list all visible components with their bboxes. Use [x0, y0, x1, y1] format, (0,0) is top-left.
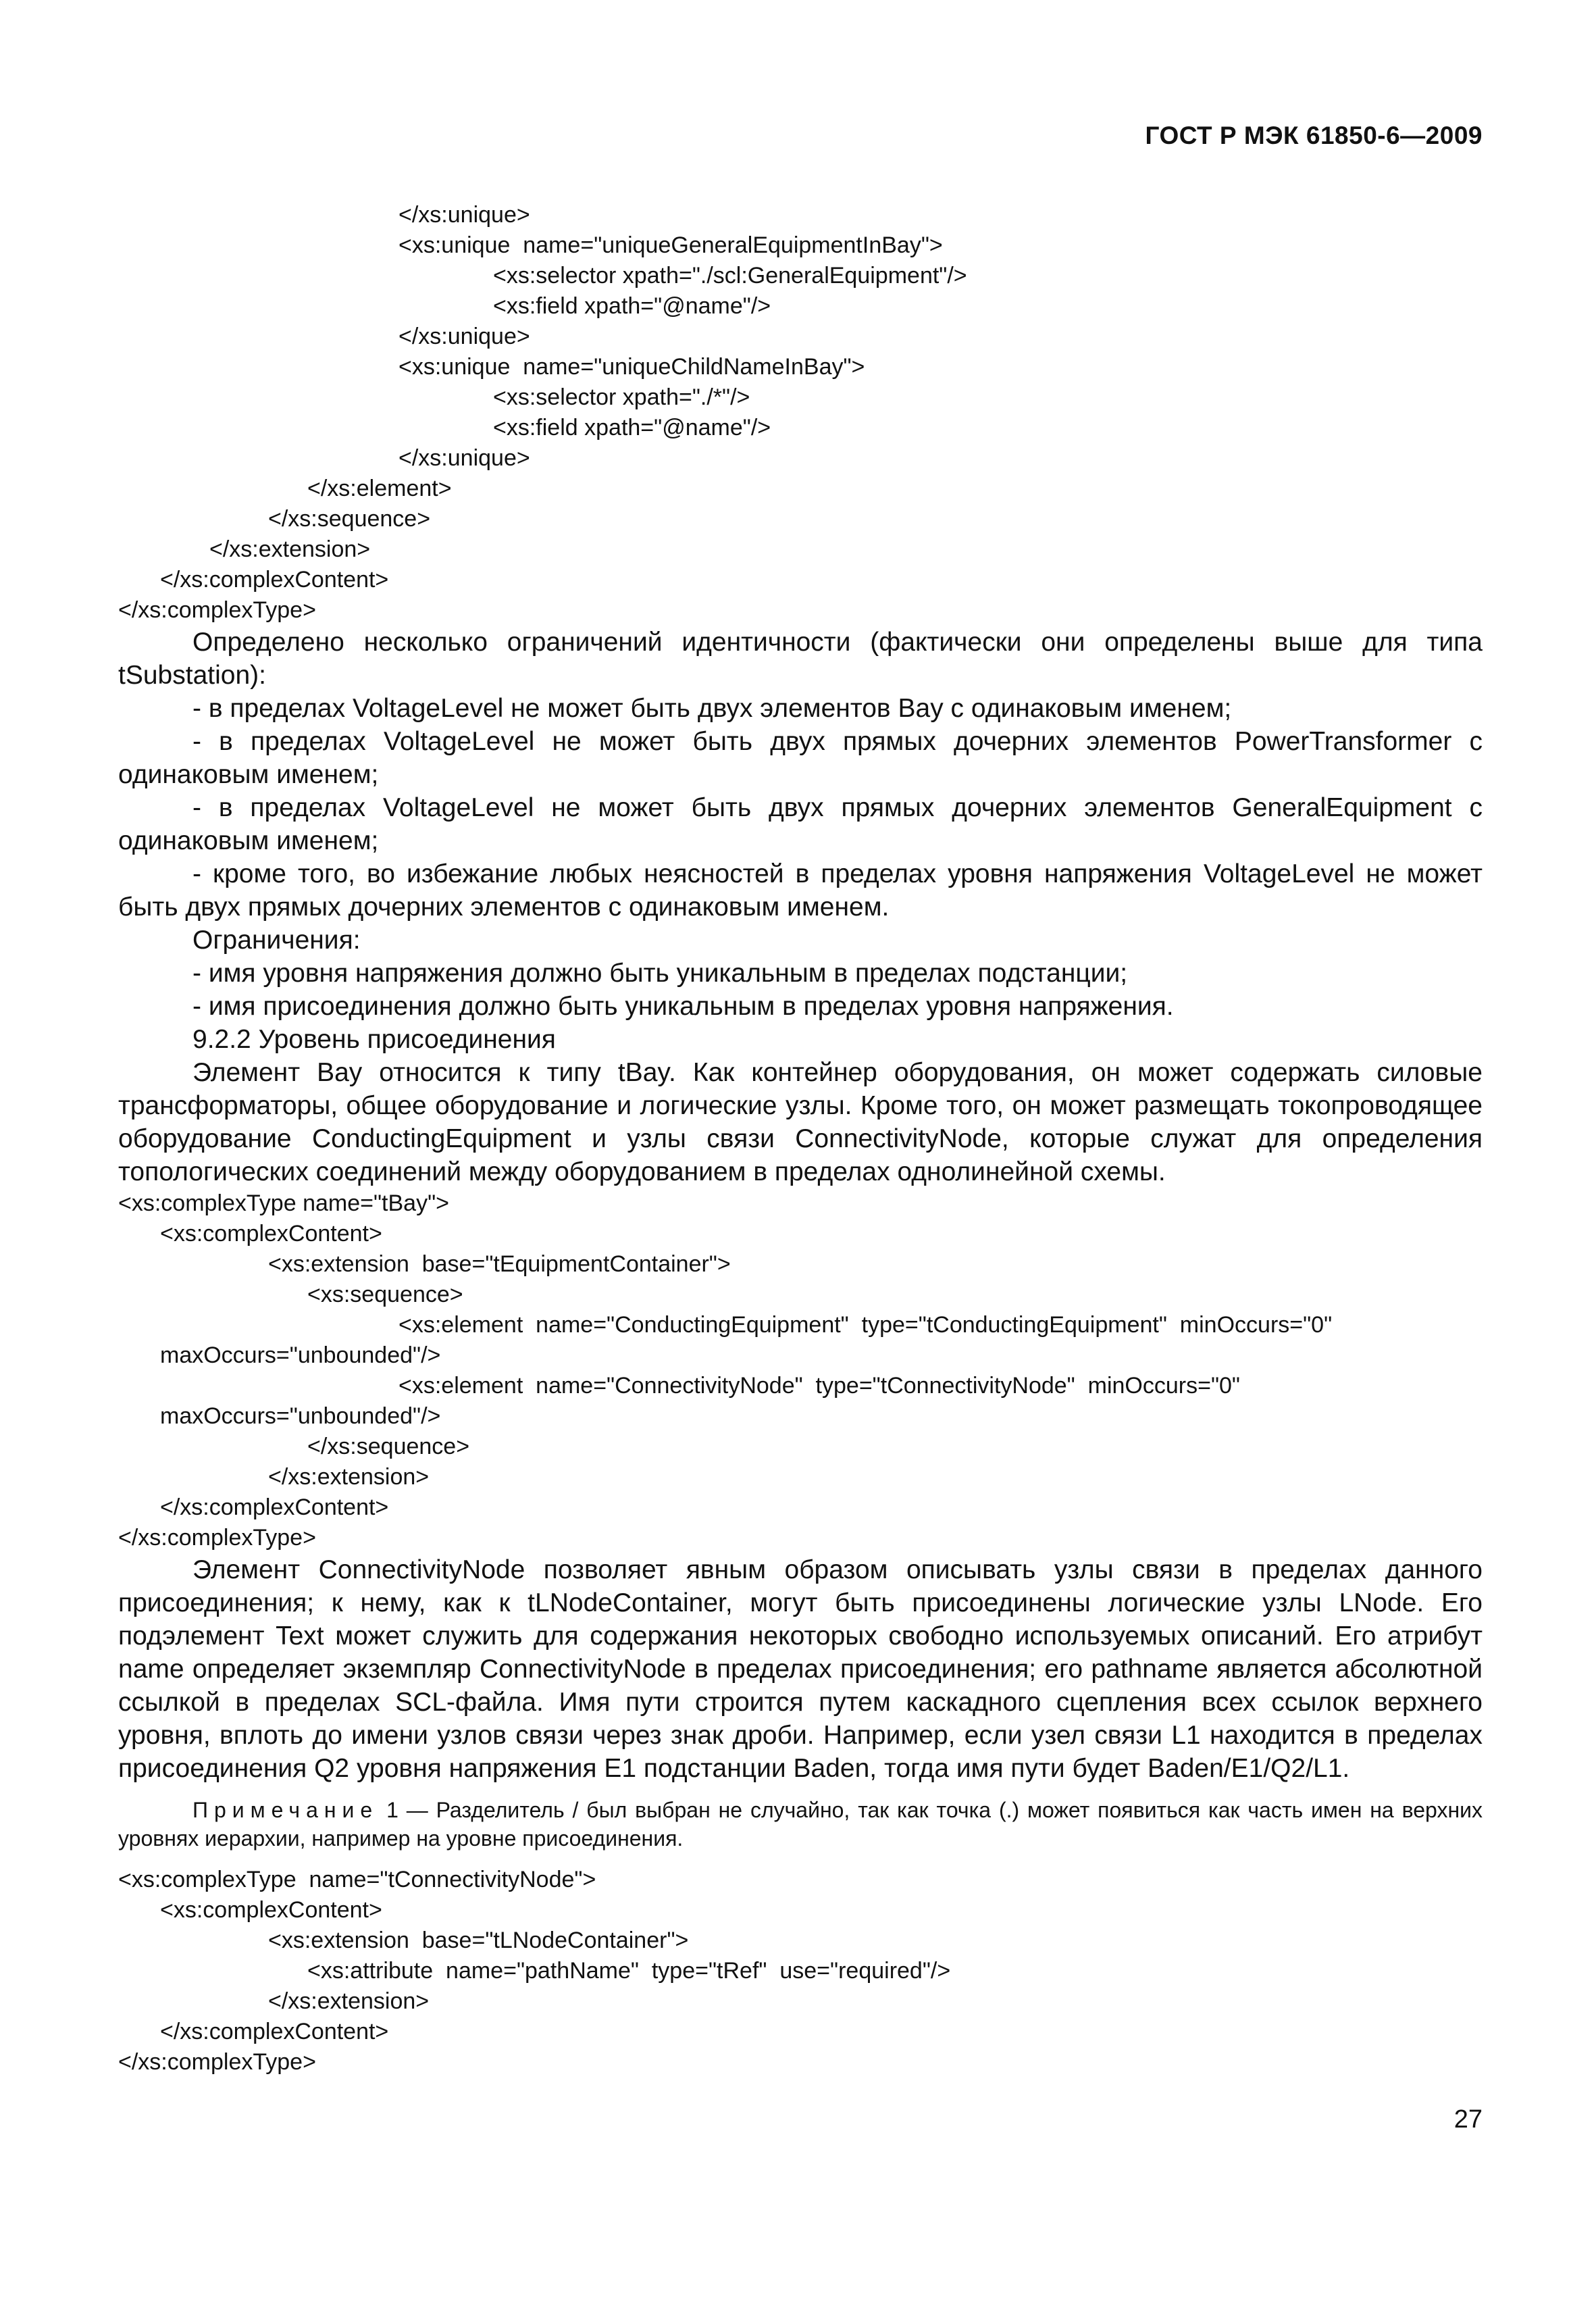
code-line: </xs:sequence>: [307, 1434, 470, 1459]
code-line: </xs:unique>: [398, 324, 530, 349]
code-line: <xs:extension base="tEquipmentContainer">: [268, 1251, 731, 1277]
standard-header: ГОСТ Р МЭК 61850-6—2009: [1145, 122, 1483, 149]
code-line: <xs:field xpath="@name"/>: [493, 293, 771, 319]
code-line: </xs:complexType>: [118, 597, 316, 623]
code-line: <xs:attribute name="pathName" type="tRef" use="required"/>: [307, 1958, 951, 1984]
code-line: </xs:unique>: [398, 445, 530, 471]
code-line: <xs:complexType name="tConnectivityNode">: [118, 1867, 596, 1892]
code-line: </xs:complexType>: [118, 2049, 316, 2075]
code-line: <xs:unique name="uniqueGeneralEquipmentInBay">: [398, 232, 943, 258]
note-text: 1 — Разделитель / был выбран не случайно, так как точка (.) может появиться как часть имен на верхних уровнях иерархии, например на уровне присоединения.: [118, 1798, 1483, 1851]
list-item: - в пределах VoltageLevel не может быть двух прямых дочерних элементов GeneralEquipment с одинаковым именем;: [118, 793, 1483, 855]
code-line: </xs:complexType>: [118, 1525, 316, 1551]
code-line: <xs:sequence>: [307, 1282, 463, 1307]
page-body: [118, 200, 1483, 2078]
code-block-tbay: [118, 1188, 1483, 1553]
code-line: <xs:unique name="uniqueChildNameInBay">: [398, 354, 865, 380]
code-line: maxOccurs="unbounded"/>: [160, 1342, 441, 1368]
code-line: </xs:extension>: [268, 1464, 430, 1490]
code-line: <xs:element name="ConnectivityNode" type="tConnectivityNode" minOccurs="0": [398, 1373, 1240, 1399]
code-line: maxOccurs="unbounded"/>: [160, 1403, 441, 1429]
code-line: </xs:extension>: [209, 536, 371, 562]
list-item: - в пределах VoltageLevel не может быть двух прямых дочерних элементов PowerTransformer с одинаковым именем;: [118, 727, 1483, 789]
list-item: - кроме того, во избежание любых неясностей в пределах уровня напряжения VoltageLevel не может быть двух прямых дочерних элементов с одинаковым именем.: [118, 859, 1483, 922]
paragraph-bay-description: Элемент Bay относится к типу tBay. Как контейнер оборудования, он может содержать силовые трансформаторы, общее оборудование и логические узлы. Кроме того, он может размещать токопроводящее оборудование ConductingEquipment и узлы связи ConnectivityNode, которые служат для определения топологических соединений между оборудованием в пределах однолинейной схемы.: [118, 1058, 1483, 1186]
page-number: 27: [1453, 2105, 1483, 2134]
code-line: <xs:extension base="tLNodeContainer">: [268, 1928, 689, 1953]
code-line: <xs:complexType name="tBay">: [118, 1190, 449, 1216]
code-line: <xs:field xpath="@name"/>: [493, 415, 771, 441]
code-line: </xs:complexContent>: [160, 1494, 389, 1520]
code-line: <xs:complexContent>: [160, 1221, 382, 1247]
paragraph-connectivity-node: Элемент ConnectivityNode позволяет явным образом описывать узлы связи в пределах данного присоединения; к нему, как к tLNodeContainer, могут быть присоединены логические узлы LNode. Его подэлемент Text может служить для содержания некоторых свободно используемых описаний. Его атрибут name определяет экземпляр ConnectivityNode в пределах присоединения; его pathname является абсолютной ссылкой в пределах SCL-файла. Имя пути строится путем каскадного сцепления всех ссылок верхнего уровня, вплоть до имени узлов связи через знак дроби. Например, если узел связи L1 находится в пределах присоединения Q2 уровня напряжения E1 подстанции Baden, тогда имя пути будет Baden/E1/Q2/L1.: [118, 1555, 1483, 1783]
code-line: </xs:complexContent>: [160, 2019, 389, 2044]
section-heading-9-2-2: 9.2.2 Уровень присоединения: [192, 1025, 556, 1054]
code-block-bay-constraints: [118, 200, 1483, 626]
paragraph-identity-constraints: Определено несколько ограничений идентичности (фактически они определены выше для типа tSubstation):: [118, 628, 1483, 690]
code-line: <xs:complexContent>: [160, 1897, 382, 1923]
code-line: </xs:unique>: [398, 202, 530, 228]
list-item: - в пределах VoltageLevel не может быть двух элементов Bay с одинаковым именем;: [192, 694, 1232, 723]
code-line: <xs:selector xpath="./scl:GeneralEquipment"/>: [493, 263, 967, 288]
list-item: - имя уровня напряжения должно быть уникальным в пределах подстанции;: [192, 959, 1128, 988]
code-line: </xs:complexContent>: [160, 567, 389, 593]
note-label: Примечание: [192, 1798, 379, 1822]
code-line: <xs:element name="ConductingEquipment" type="tConductingEquipment" minOccurs="0": [398, 1312, 1333, 1338]
code-line: </xs:extension>: [268, 1988, 430, 2014]
list-item: - имя присоединения должно быть уникальным в пределах уровня напряжения.: [192, 992, 1174, 1021]
note-1: [118, 1796, 1483, 1853]
code-line: </xs:sequence>: [268, 506, 431, 532]
code-line: </xs:element>: [307, 476, 452, 501]
paragraph-constraints-heading: Ограничения:: [192, 926, 361, 955]
code-line: <xs:selector xpath="./*"/>: [493, 384, 750, 410]
code-block-tconnectivitynode: [118, 1865, 1483, 2078]
